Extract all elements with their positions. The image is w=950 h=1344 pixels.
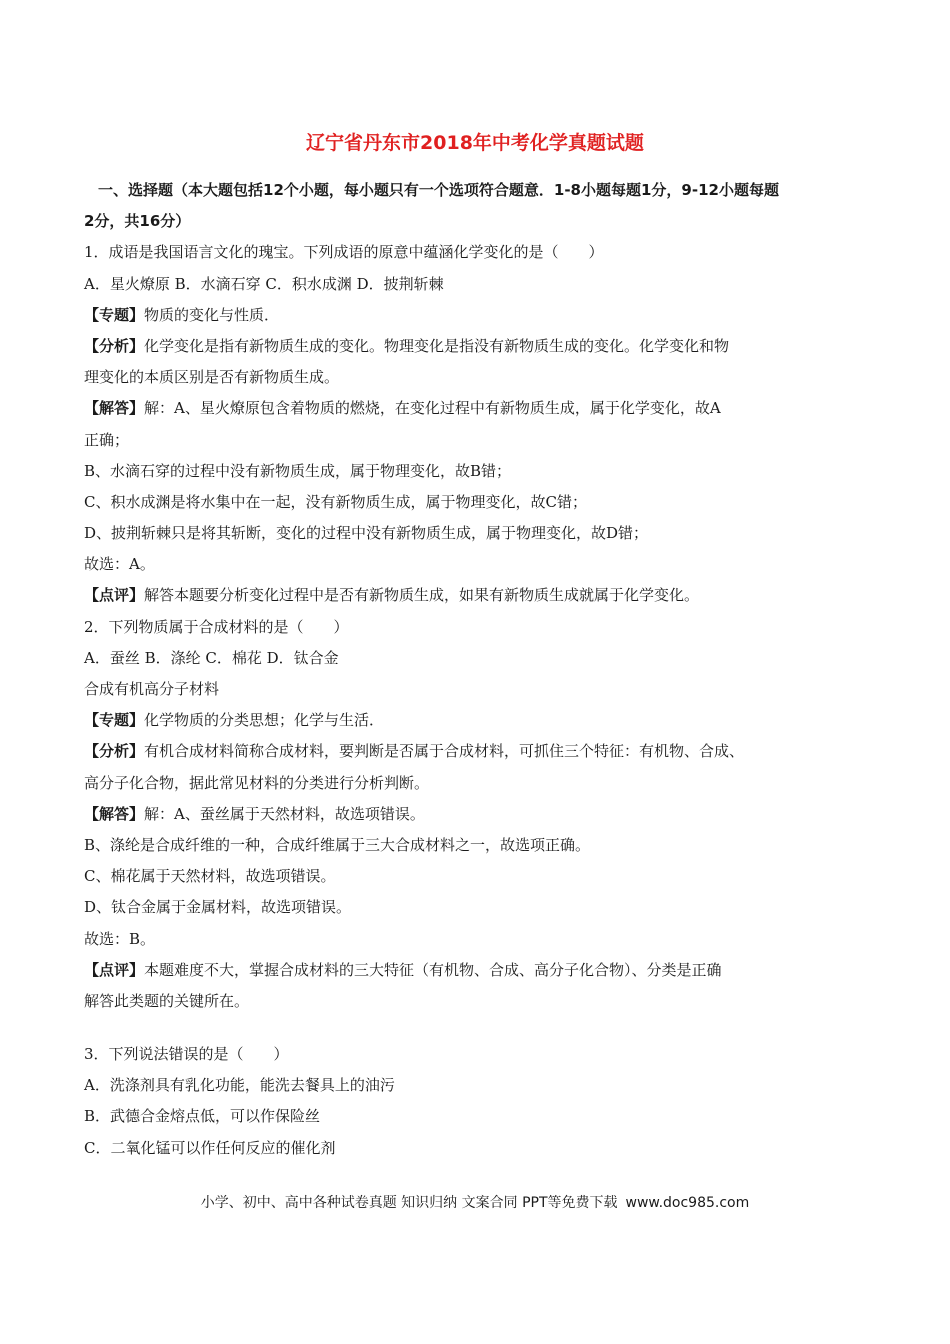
q3-option-c: C．二氧化锰可以作任何反应的催化剂 — [84, 1138, 336, 1157]
q2-topic — [84, 710, 884, 741]
q2-answer-text-1: 解：A、蚕丝属于天然材料，故选项错误。 — [144, 804, 425, 823]
q2-answer-tag: 【解答】 — [84, 804, 145, 823]
q1-answer-text-4: C、积水成渊是将水集中在一起，没有新物质生成，属于物理变化，故C错； — [84, 492, 587, 511]
section-heading-line-1: 一、选择题（本大题包括12个小题，每小题只有一个选项符合题意．1-8小题每题1分，9-12小题每题 — [98, 181, 779, 199]
q2-topic-text: 化学物质的分类思想；化学与生活． — [144, 711, 385, 730]
q2-answer-text-4: D、钛合金属于金属材料，故选项错误。 — [84, 898, 352, 917]
q2-comment-text-2: 解答此类题的关键所在。 — [84, 991, 250, 1010]
q1-stem: 1．成语是我国语言文化的瑰宝。下列成语的原意中蕴涵化学变化的是（ ） — [84, 243, 604, 262]
section-heading-line-2: 2分，共16分） — [84, 212, 191, 231]
q1-analysis-text-1: 化学变化是指有新物质生成的变化。物理变化是指没有新物质生成的变化。化学变化和物 — [144, 336, 730, 355]
page-footer — [0, 1192, 950, 1212]
q1-analysis — [84, 336, 884, 367]
q1-topic — [84, 305, 884, 336]
footer-site-link[interactable]: www.doc985.com — [625, 1195, 750, 1211]
footer-text: 小学、初中、高中各种试卷真题 知识归纳 文案合同 PPT等免费下载 — [200, 1195, 618, 1211]
q1-answer-text-3: B、水滴石穿的过程中没有新物质生成，属于物理变化，故B错； — [84, 461, 512, 480]
q1-analysis-text-2: 理变化的本质区别是否有新物质生成。 — [84, 368, 340, 387]
q2-analysis-text-2: 高分子化合物，据此常见材料的分类进行分析判断。 — [84, 773, 430, 792]
q2-answer-text-5: 故选：B。 — [84, 929, 156, 948]
q1-answer-tag: 【解答】 — [84, 399, 145, 418]
q2-comment-text-1: 本题难度不大，掌握合成材料的三大特征（有机物、合成、高分子化合物）、分类是正确 — [144, 960, 722, 979]
q1-answer-text-1: 解：A、星火燎原包含着物质的燃烧，在变化过程中有新物质生成，属于化学变化，故A — [144, 399, 721, 418]
q2-note: 合成有机高分子材料 — [84, 680, 220, 698]
q2-analysis-text-1: 有机合成材料简称合成材料，要判断是否属于合成材料，可抓住三个特征：有机物、合成、 — [144, 742, 745, 761]
q2-answer-text-2: B、涤纶是合成纤维的一种，合成纤维属于三大合成材料之一，故选项正确。 — [84, 835, 591, 854]
q1-answer-text-6: 故选：A。 — [84, 555, 155, 574]
q2-answer-text-3: C、棉花属于天然材料，故选项错误。 — [84, 867, 336, 886]
q1-answer-text-5: D、披荆斩棘只是将其斩断，变化的过程中没有新物质生成，属于物理变化，故D错； — [84, 524, 649, 543]
q1-answer — [84, 398, 884, 429]
q2-options: A．蚕丝 B．涤纶 C．棉花 D．钛合金 — [84, 648, 339, 667]
q1-analysis-tag: 【分析】 — [84, 336, 145, 355]
q1-options: A．星火燎原 B．水滴石穿 C．积水成渊 D．披荆斩棘 — [84, 274, 444, 293]
q3-option-a: A．洗涤剂具有乳化功能，能洗去餐具上的油污 — [84, 1076, 395, 1095]
q2-analysis — [84, 741, 884, 772]
q1-comment-text: 解答本题要分析变化过程中是否有新物质生成，如果有新物质生成就属于化学变化。 — [144, 586, 700, 605]
q3-option-b: B．武德合金熔点低，可以作保险丝 — [84, 1107, 321, 1126]
q2-analysis-tag: 【分析】 — [84, 742, 145, 761]
q2-comment — [84, 960, 884, 991]
q2-stem: 2．下列物质属于合成材料的是（ ） — [84, 617, 349, 636]
q1-comment — [84, 585, 884, 616]
document-body — [84, 180, 884, 1169]
q1-answer-text-2: 正确； — [84, 430, 130, 449]
q3-stem: 3．下列说法错误的是（ ） — [84, 1045, 289, 1064]
q1-topic-text: 物质的变化与性质． — [144, 305, 280, 324]
q2-comment-tag: 【点评】 — [84, 960, 145, 979]
q1-topic-tag: 【专题】 — [84, 305, 145, 324]
q1-comment-tag: 【点评】 — [84, 586, 145, 605]
q2-topic-tag: 【专题】 — [84, 711, 145, 730]
q2-answer — [84, 804, 884, 835]
page-title: 辽宁省丹东市2018年中考化学真题试题 — [306, 132, 644, 154]
